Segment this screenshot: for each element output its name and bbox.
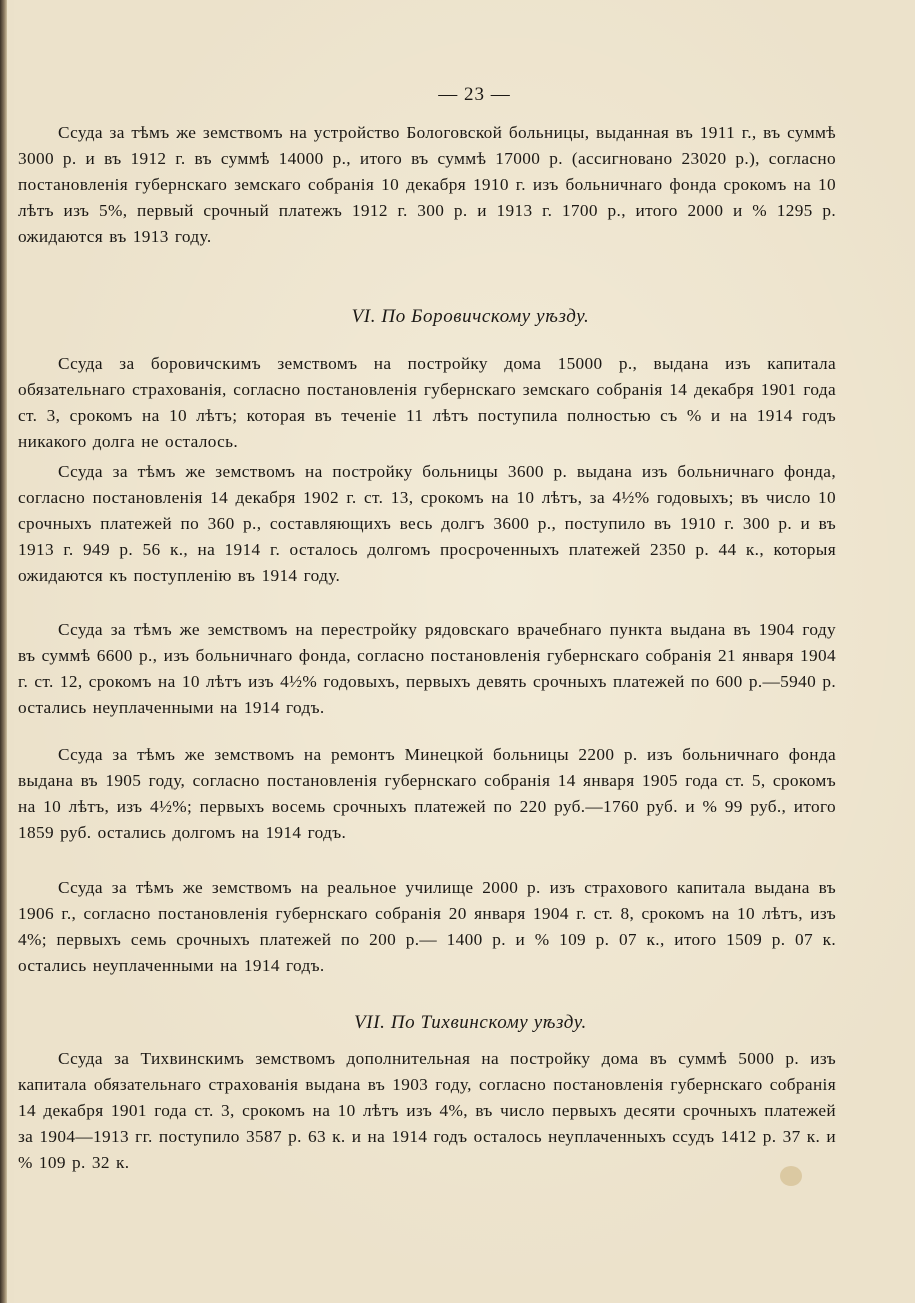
paragraph-text: Ссуда за тѣмъ же земствомъ на перестройку рядовскаго врачебнаго пункта выдана въ 1904 году въ суммѣ 6600 р., изъ больничнаго фонда, согласно постановленія губернскаго собранія 21 января 1904 г. ст. 12, срокомъ на 10 лѣтъ изъ 4½% годовыхъ, первыхъ девять срочныхъ платежей по 600 р.—5940 р. остались неуплаченными на 1914 годъ.: [18, 620, 836, 717]
book-binding-edge: [0, 0, 7, 1303]
paragraph-text: Ссуда за Тихвинскимъ земствомъ дополнительная на постройку дома въ суммѣ 5000 р. изъ капитала обязательнаго страхованія выдана въ 1903 году, согласно постановленія губернскаго собранія 14 декабря 1901 года ст. 3, срокомъ на 10 лѣтъ изъ 4%, въ число первыхъ десяти срочныхъ платежей за 1904—1913 гг. поступило 3587 р. 63 к. и на 1914 годъ осталось неуплаченныхъ ссудъ 1412 р. 37 к. и % 109 р. 32 к.: [18, 1049, 836, 1172]
paper-stain: [780, 1166, 802, 1186]
paragraph-ryadovo-medical-point-loan: [18, 617, 836, 721]
section-heading-tikhvin: VII. По Тихвинскому уѣзду.: [354, 1012, 587, 1033]
paragraph-text: Ссуда за тѣмъ же земствомъ на ремонтъ Минецкой больницы 2200 р. изъ больничнаго фонда выдана въ 1905 году, согласно постановленія губернскаго собранія 14 января 1905 года ст. 5, срокомъ на 10 лѣтъ, изъ 4½%; первыхъ восемь срочныхъ платежей по 220 руб.—1760 руб. и % 99 руб., итого 1859 руб. остались долгомъ на 1914 годъ.: [18, 745, 836, 842]
paragraph-minets-hospital-loan: [18, 742, 836, 846]
paragraph-borovichi-house-loan: [18, 351, 836, 455]
paragraph-bologoe-hospital-loan: [18, 120, 836, 250]
paragraph-real-school-loan: [18, 875, 836, 979]
paragraph-text: Ссуда за боровичскимъ земствомъ на постройку дома 15000 р., выдана изъ капитала обязательнаго страхованія, согласно постановленія губернскаго земскаго собранія 14 декабря 1901 года ст. 3, срокомъ на 10 лѣтъ; которая въ теченіе 11 лѣтъ поступила полностью съ % и на 1914 годъ никакого долга не осталось.: [18, 354, 836, 451]
section-heading-borovichi: VI. По Боровичскому уѣзду.: [351, 306, 590, 327]
document-page: [14, 0, 915, 1303]
page-number: — 23 —: [438, 84, 511, 105]
paragraph-text: Ссуда за тѣмъ же земствомъ на устройство Бологовской больницы, выданная въ 1911 г., въ суммѣ 3000 р. и въ 1912 г. въ суммѣ 14000 р., итого въ суммѣ 17000 р. (ассигновано 23020 р.), согласно постановленія губернскаго земскаго собранія 10 декабря 1910 г. изъ больничнаго фонда срокомъ на 10 лѣтъ изъ 5%, первый срочный платежъ 1912 г. 300 р. и 1913 г. 1700 р., итого 2000 и % 1295 р. ожидаются въ 1913 году.: [18, 123, 836, 246]
paragraph-tikhvin-house-loan: [18, 1046, 836, 1176]
paragraph-borovichi-hospital-loan: [18, 459, 836, 589]
paragraph-text: Ссуда за тѣмъ же земствомъ на постройку больницы 3600 р. выдана изъ больничнаго фонда, согласно постановленія 14 декабря 1902 г. ст. 13, срокомъ на 10 лѣтъ, за 4½% годовыхъ; въ число 10 срочныхъ платежей по 360 р., составляющихъ весь долгъ 3600 р., поступило въ 1910 г. 300 р. и въ 1913 г. 949 р. 56 к., на 1914 г. осталось долгомъ просроченныхъ платежей 2350 р. 44 к., которыя ожидаются къ поступленію въ 1914 году.: [18, 462, 836, 585]
paragraph-text: Ссуда за тѣмъ же земствомъ на реальное училище 2000 р. изъ страхового капитала выдана въ 1906 г., согласно постановленія губернскаго собранія 20 января 1904 г. ст. 8, срокомъ на 10 лѣтъ, изъ 4%; первыхъ семь срочныхъ платежей по 200 р.— 1400 р. и % 109 р. 07 к., итого 1509 р. 07 к. остались неуплаченными на 1914 годъ.: [18, 878, 836, 975]
